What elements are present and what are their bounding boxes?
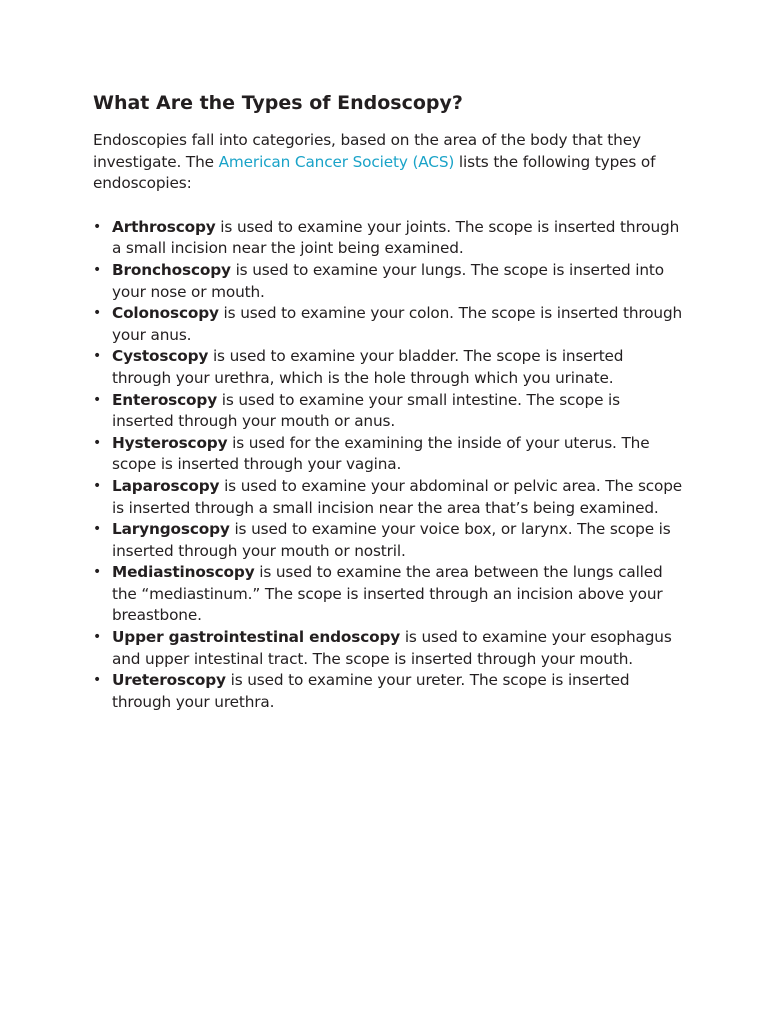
intro-paragraph bbox=[93, 130, 683, 195]
list-item bbox=[93, 627, 683, 670]
list-item bbox=[93, 519, 683, 562]
list-item-term: Upper gastrointestinal endoscopy bbox=[112, 628, 401, 647]
list-item-term: Laryngoscopy bbox=[112, 520, 230, 539]
bullet-icon: • bbox=[93, 261, 102, 278]
list-item-term: Cystoscopy bbox=[112, 347, 209, 366]
list-item-text: is used for the examining the inside of your uterus. The scope is inserted through your vagina. bbox=[112, 433, 650, 474]
list-item-term: Enteroscopy bbox=[112, 390, 218, 409]
list-item-text: is used to examine your bladder. The scope is inserted through your urethra, which is the hole through which you urinate. bbox=[112, 347, 624, 387]
list-item-text: is used to examine your esophagus and upper intestinal tract. The scope is inserted through your mouth. bbox=[112, 628, 672, 668]
bullet-icon: • bbox=[93, 218, 102, 235]
list-item bbox=[93, 433, 683, 476]
bullet-icon: • bbox=[93, 305, 102, 322]
bullet-icon: • bbox=[93, 434, 102, 451]
list-item-term: Mediastinoscopy bbox=[112, 563, 255, 582]
list-item-text: is used to examine your small intestine. The scope is inserted through your mouth or anus. bbox=[112, 390, 620, 431]
bullet-icon: • bbox=[93, 564, 102, 581]
bullet-icon: • bbox=[93, 521, 102, 538]
intro-text-after-link: lists the following types of endoscopies: bbox=[93, 152, 656, 193]
bullet-icon: • bbox=[93, 629, 102, 646]
list-item-text: is used to examine your lungs. The scope is inserted into your nose or mouth. bbox=[112, 260, 664, 301]
list-item-text: is used to examine your abdominal or pelvic area. The scope is inserted through a small incision near the area that’s being examined. bbox=[112, 476, 683, 517]
bullet-icon: • bbox=[93, 672, 102, 689]
list-item bbox=[93, 562, 683, 627]
list-item-text: is used to examine your ureter. The scope is inserted through your urethra. bbox=[112, 671, 630, 711]
list-item bbox=[93, 260, 683, 303]
list-item-term: Arthroscopy bbox=[112, 217, 216, 236]
page-title: What Are the Types of Endoscopy? bbox=[93, 92, 463, 114]
list-item-term: Laparoscopy bbox=[112, 476, 220, 495]
list-item-text: is used to examine your colon. The scope is inserted through your anus. bbox=[112, 304, 683, 344]
intro-text-before-link: Endoscopies fall into categories, based on the area of the body that they investigate. The bbox=[93, 131, 641, 171]
list-item-term: Colonoscopy bbox=[112, 304, 219, 323]
list-item bbox=[93, 217, 683, 260]
endoscopy-types-list bbox=[93, 217, 683, 714]
list-item-term: Ureteroscopy bbox=[112, 671, 226, 690]
bullet-icon: • bbox=[93, 391, 102, 408]
list-item-term: Hysteroscopy bbox=[112, 433, 228, 452]
list-item bbox=[93, 390, 683, 433]
list-item-text: is used to examine your joints. The scope is inserted through a small incision near the joint being examined. bbox=[112, 217, 680, 258]
list-item bbox=[93, 303, 683, 346]
document-page bbox=[93, 88, 683, 713]
list-item bbox=[93, 346, 683, 389]
bullet-icon: • bbox=[93, 477, 102, 494]
list-item bbox=[93, 476, 683, 519]
list-item-term: Bronchoscopy bbox=[112, 260, 231, 279]
list-item-text: is used to examine your voice box, or larynx. The scope is inserted through your mouth or nostril. bbox=[112, 520, 671, 560]
list-item bbox=[93, 670, 683, 713]
bullet-icon: • bbox=[93, 348, 102, 365]
acs-link[interactable]: American Cancer Society (ACS) bbox=[218, 152, 455, 171]
list-item-text: is used to examine the area between the lungs called the “mediastinum.” The scope is inserted through an incision above your breastbone. bbox=[112, 563, 663, 625]
